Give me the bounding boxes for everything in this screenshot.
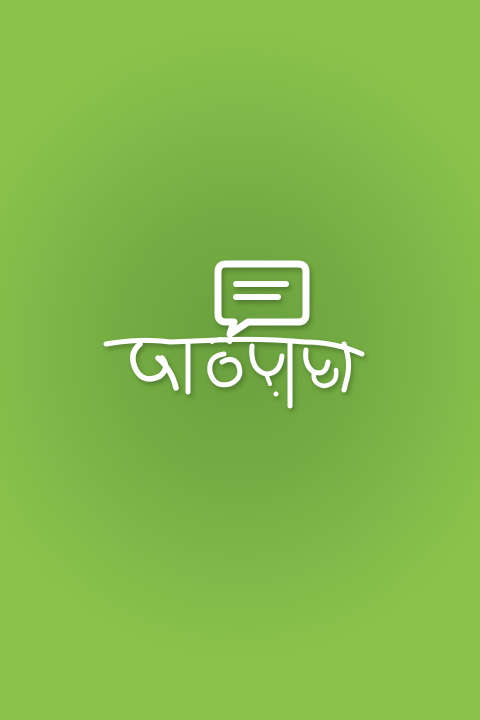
chat-bubble-icon xyxy=(218,264,306,334)
app-logo-graphic xyxy=(100,258,370,428)
app-logo xyxy=(100,258,370,428)
logo-wordmark-art xyxy=(106,339,362,406)
